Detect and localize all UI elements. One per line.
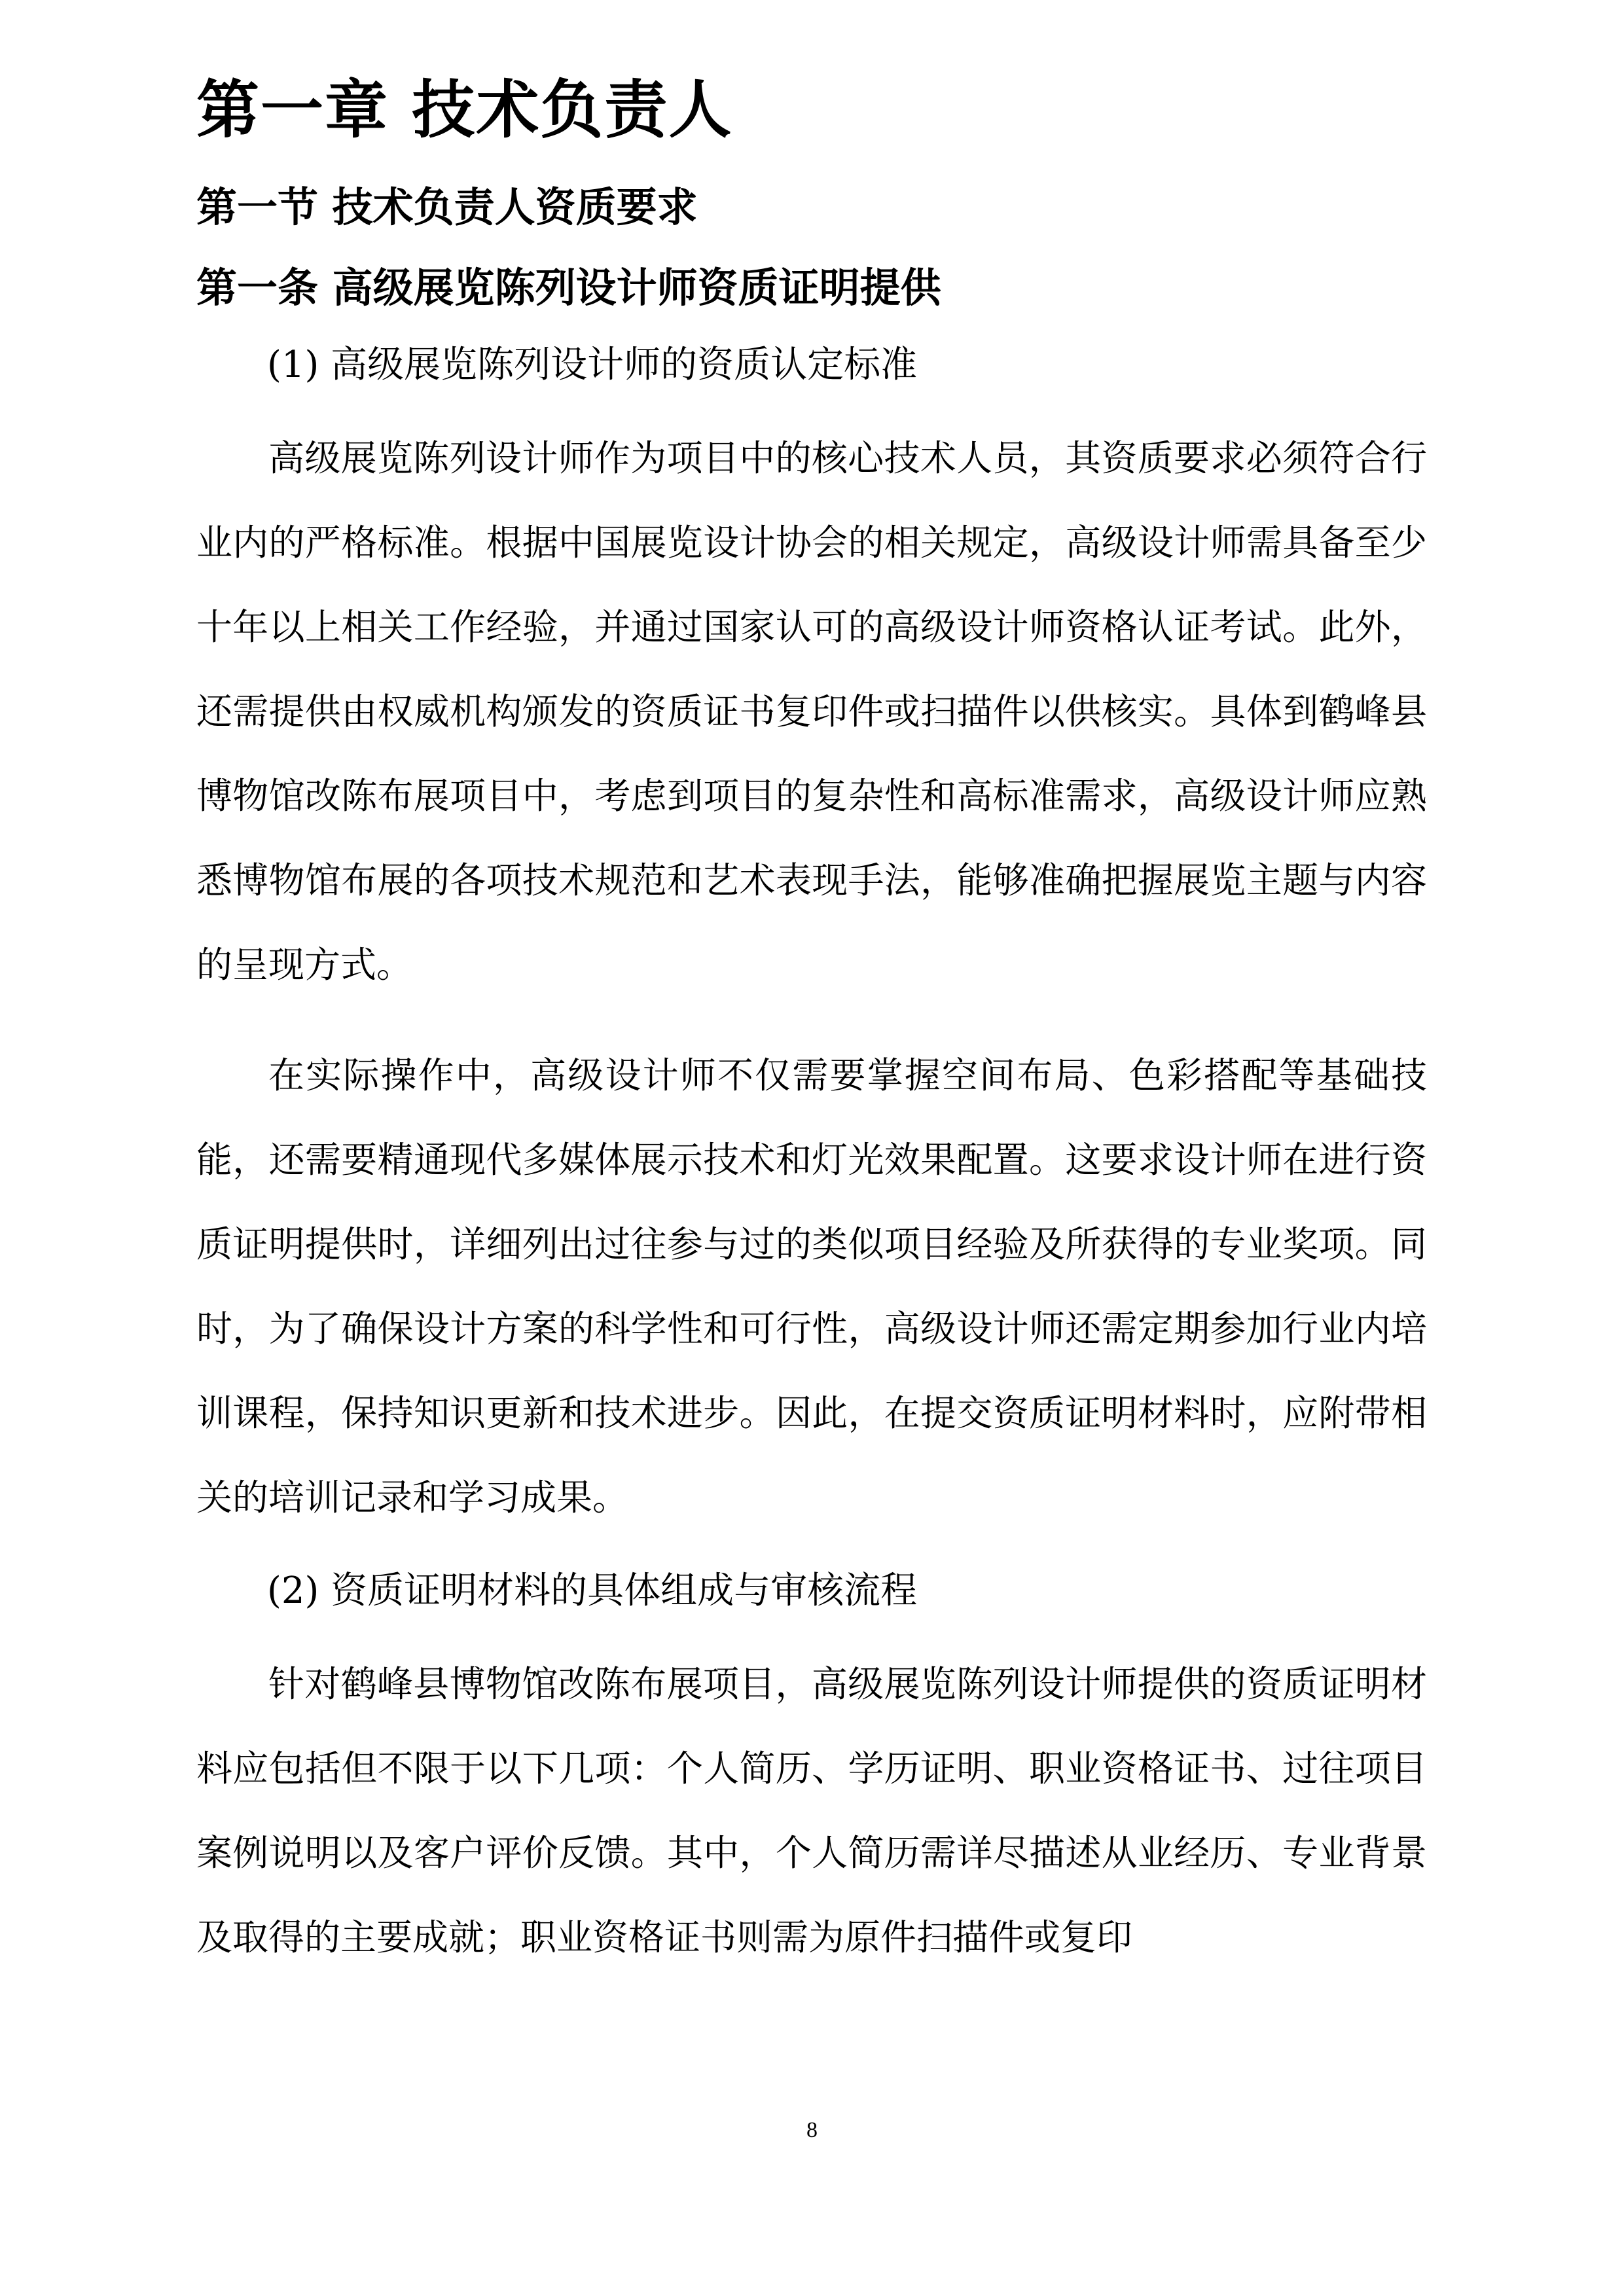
paragraph: 在实际操作中，高级设计师不仅需要掌握空间布局、色彩搭配等基础技能，还需要精通现代多媒体展示技术和灯光效果配置。这要求设计师在进行资质证明提供时，详细列出过往参与过的类似项目经验及所获得的专业奖项。同时，为了确保设计方案的科学性和可行性，高级设计师还需定期参加行业内培训课程，保持知识更新和技术进步。因此，在提交资质证明材料时，应附带相关的培训记录和学习成果。: [196, 1054, 1427, 1518]
section-title: 第一节 技术负责人资质要求: [196, 183, 698, 232]
paragraph: 高级展览陈列设计师作为项目中的核心技术人员，其资质要求必须符合行业内的严格标准。根据中国展览设计协会的相关规定，高级设计师需具备至少十年以上相关工作经验，并通过国家认可的高级设计师资格认证考试。此外，还需提供由权威机构颁发的资质证书复印件或扫描件以供核实。具体到鹤峰县博物馆改陈布展项目中，考虑到项目的复杂性和高标准需求，高级设计师应熟悉博物馆布展的各项技术规范和艺术表现手法，能够准确把握展览主题与内容的呈现方式。: [196, 437, 1427, 986]
subheading-qualification-standard: (1) 高级展览陈列设计师的资质认定标准: [267, 344, 918, 387]
subheading-materials-review: (2) 资质证明材料的具体组成与审核流程: [267, 1569, 918, 1612]
page-content: [196, 72, 1427, 1980]
paragraph: 针对鹤峰县博物馆改陈布展项目，高级展览陈列设计师提供的资质证明材料应包括但不限于以下几项：个人简历、学历证明、职业资格证书、过往项目案例说明以及客户评价反馈。其中，个人简历需详尽描述从业经历、专业背景及取得的主要成就；职业资格证书则需为原件扫描件或复印: [196, 1662, 1427, 1958]
page-number: 8: [806, 2118, 818, 2142]
chapter-title: 第一章 技术负责人: [196, 73, 733, 147]
article-title: 第一条 高级展览陈列设计师资质证明提供: [196, 263, 941, 312]
